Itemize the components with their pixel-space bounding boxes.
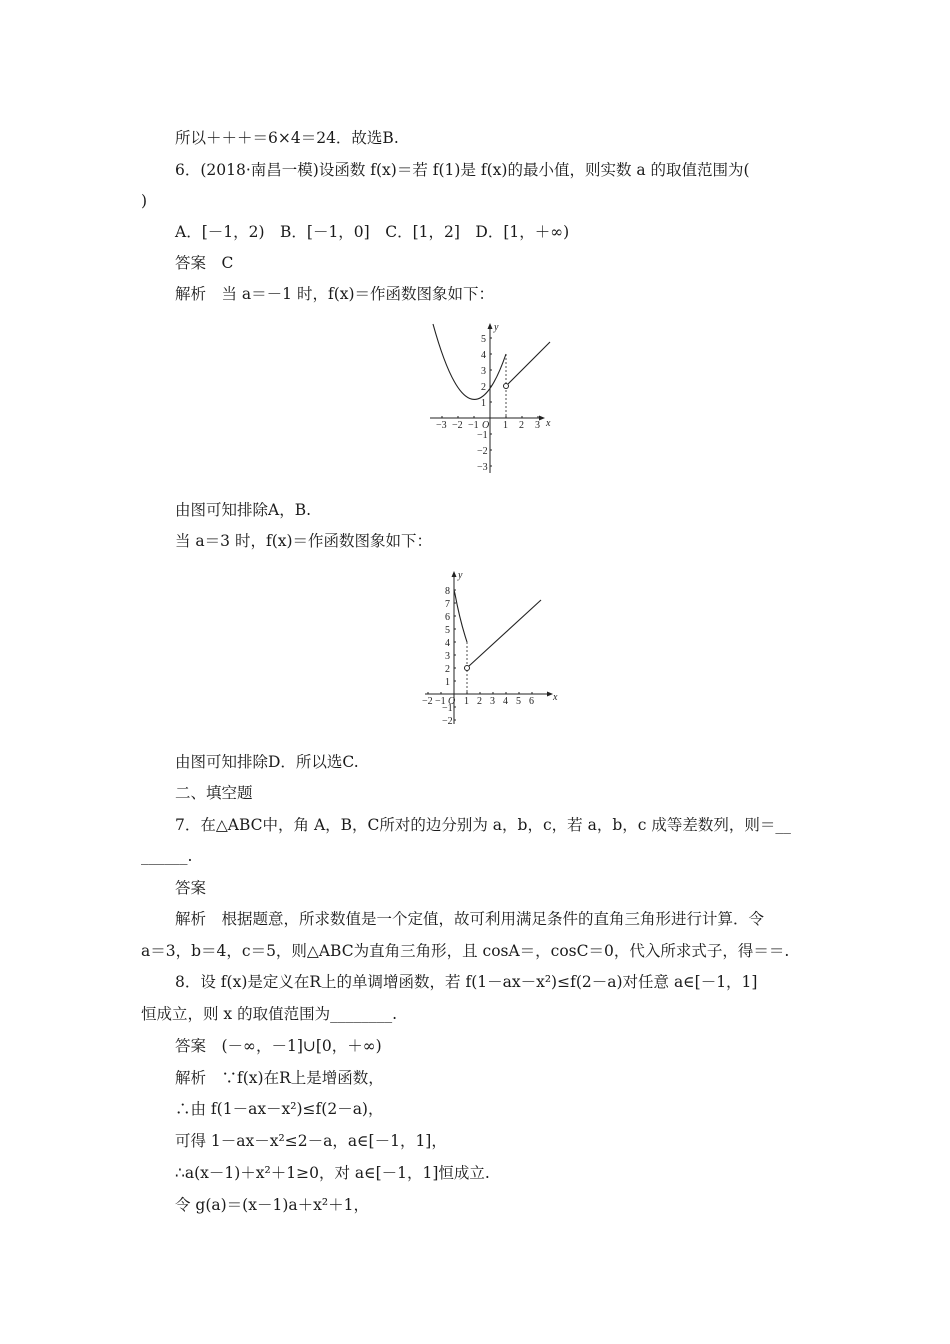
y-tick: 7 <box>445 599 450 610</box>
analysis: 解析 ∵f(x)在R上是增函数， <box>175 1069 384 1087</box>
x-axis-label: x <box>546 418 551 429</box>
origin-label: O <box>482 420 490 431</box>
y-axis-label: y <box>494 322 499 333</box>
origin-label: O <box>448 696 456 707</box>
question-8: 8．设 f(x)是定义在R上的单调增函数，若 f(1－ax－x²)≤f(2－a)对任意 a∈[－1，1] <box>175 973 758 991</box>
text-line: 所以＋＋＋＝6×4＝24．故选B. <box>175 129 399 147</box>
function-graph-1 <box>425 318 560 478</box>
x-tick: −3 <box>436 420 447 431</box>
y-tick: −1 <box>442 703 453 714</box>
text-line: ______. <box>141 847 193 865</box>
y-tick: 3 <box>445 651 450 662</box>
text-line: ∴a(x－1)＋x²＋1≥0，对 a∈[－1，1]恒成立. <box>175 1164 490 1182</box>
y-tick: 5 <box>481 334 486 345</box>
x-tick: 3 <box>535 420 540 431</box>
text-line: 当 a＝3 时，f(x)＝作函数图象如下： <box>175 532 433 550</box>
answer: 答案 <box>175 879 207 897</box>
x-tick: 4 <box>503 696 508 707</box>
x-tick: 3 <box>490 696 495 707</box>
y-tick: −3 <box>477 462 488 473</box>
section-heading: 二、填空题 <box>175 784 253 802</box>
text-line: ∴由 f(1－ax－x²)≤f(2－a)， <box>175 1100 384 1118</box>
answer: 答案 C <box>175 254 234 272</box>
text-line: 令 g(a)＝(x－1)a＋x²＋1， <box>175 1196 369 1214</box>
y-tick: 4 <box>481 350 486 361</box>
x-tick: 6 <box>529 696 534 707</box>
y-tick: −2 <box>442 716 453 727</box>
y-tick: 4 <box>445 638 450 649</box>
y-tick: 5 <box>445 625 450 636</box>
x-tick: 1 <box>464 696 469 707</box>
y-tick: −1 <box>477 430 488 441</box>
y-axis-label: y <box>458 570 463 581</box>
y-tick: 2 <box>481 382 486 393</box>
y-tick: 6 <box>445 612 450 623</box>
text-line: a＝3，b＝4，c＝5，则△ABC为直角三角形，且 cosA＝，cosC＝0，代入所求式子，得＝＝. <box>141 942 790 960</box>
x-tick: −2 <box>452 420 463 431</box>
x-tick: −1 <box>468 420 479 431</box>
x-tick: 5 <box>516 696 521 707</box>
options: A．[－1，2) B．[－1，0] C．[1，2] D．[1，＋∞) <box>175 223 570 241</box>
y-tick: 1 <box>481 398 486 409</box>
function-graph-2 <box>420 566 565 731</box>
x-tick: −2 <box>422 696 433 707</box>
x-axis-label: x <box>553 692 558 703</box>
analysis: 解析 根据题意，所求数值是一个定值，故可利用满足条件的直角三角形进行计算．令 <box>175 910 765 928</box>
text-line: 由图可知排除A，B. <box>175 501 312 519</box>
x-tick: 2 <box>477 696 482 707</box>
y-tick: 2 <box>445 664 450 675</box>
analysis: 解析 当 a＝－1 时，f(x)＝作函数图象如下： <box>175 285 495 303</box>
text-line: 可得 1－ax－x²≤2－a，a∈[－1，1]， <box>175 1132 447 1150</box>
y-tick: 8 <box>445 586 450 597</box>
x-tick: 1 <box>503 420 508 431</box>
y-tick: 1 <box>445 677 450 688</box>
answer: 答案 (－∞，－1]∪[0，＋∞) <box>175 1037 382 1055</box>
x-tick: −1 <box>435 696 446 707</box>
x-tick: 2 <box>519 420 524 431</box>
text-line: 恒成立，则 x 的取值范围为________. <box>141 1005 398 1023</box>
question-7: 7．在△ABC中，角 A，B，C所对的边分别为 a，b，c，若 a，b，c 成等差数列，则＝__ <box>175 816 791 834</box>
text-line: ) <box>141 192 148 210</box>
y-tick: −2 <box>477 446 488 457</box>
y-tick: 3 <box>481 366 486 377</box>
text-line: 由图可知排除D．所以选C. <box>175 753 359 771</box>
question-6: 6．(2018·南昌一模)设函数 f(x)＝若 f(1)是 f(x)的最小值，则实数 a 的取值范围为( <box>175 161 750 179</box>
